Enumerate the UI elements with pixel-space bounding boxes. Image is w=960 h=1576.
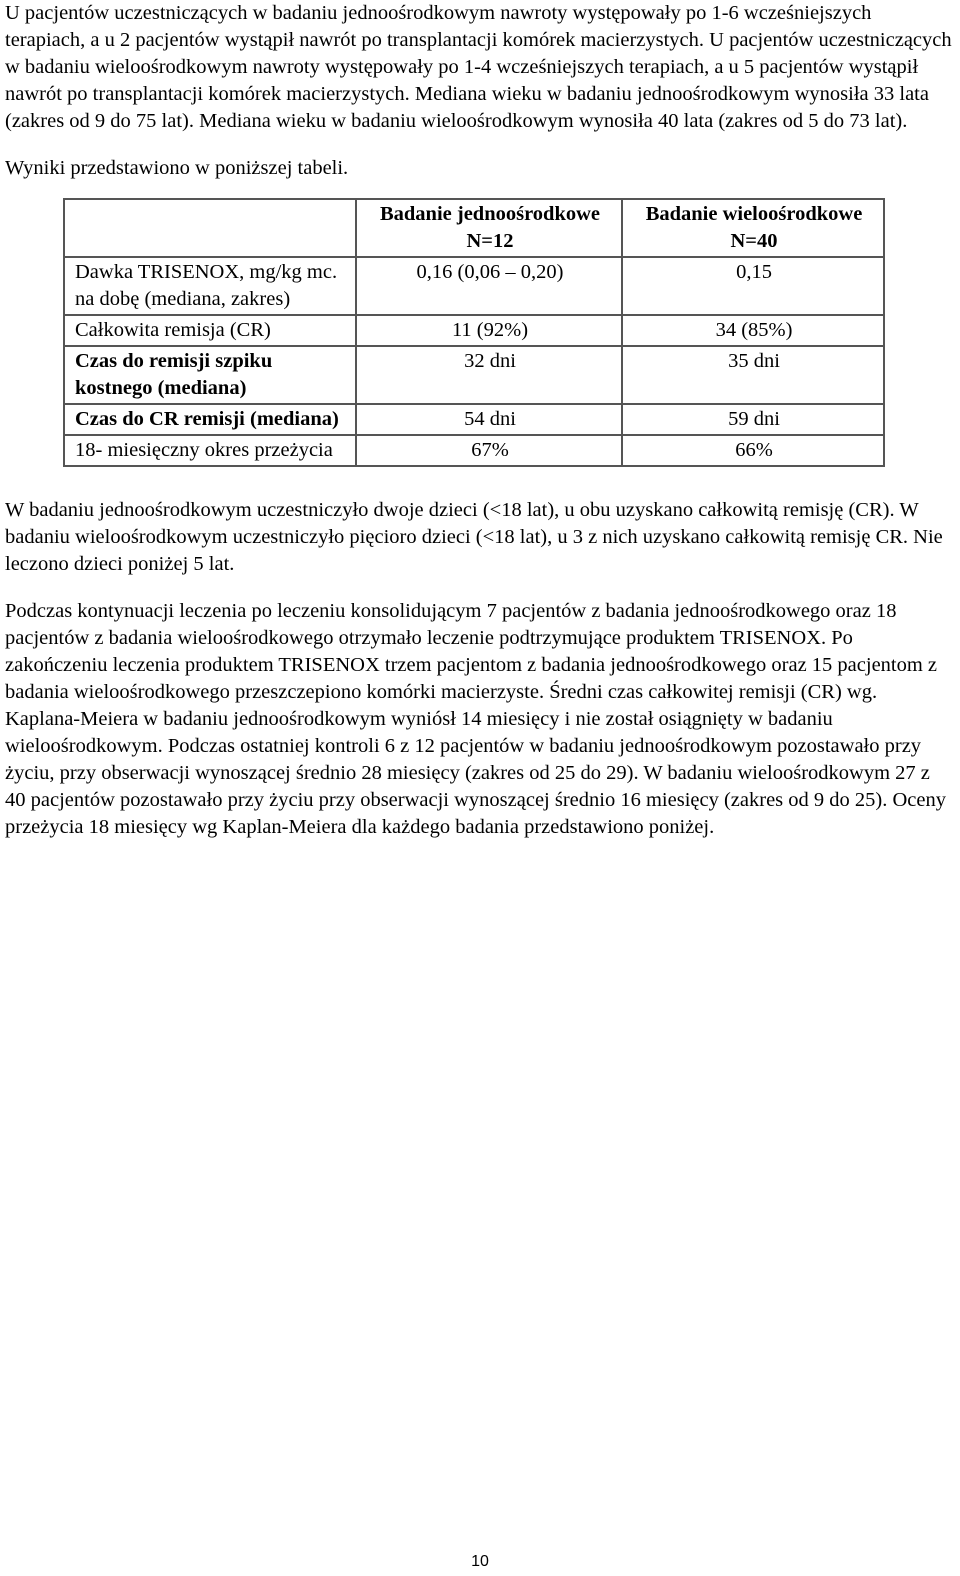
- document-page: [5, 0, 955, 841]
- multi-center-value: 35 dni: [622, 346, 884, 404]
- multi-center-value: 0,15: [622, 257, 884, 315]
- children-paragraph: W badaniu jednoośrodkowym uczestniczyło dwoje dzieci (<18 lat), u obu uzyskano całkowitą remisję (CR). W badaniu wieloośrodkowym uczestniczyło pięcioro dzieci (<18 lat), u 3 z nich uzyskano całkowitą remisję CR. Nie leczono dzieci poniżej 5 lat.: [5, 499, 943, 575]
- row-label: Dawka TRISENOX, mg/kg mc. na dobę (mediana, zakres): [64, 257, 356, 315]
- header-single-center-study: Badanie jednoośrodkowe N=12: [356, 199, 622, 257]
- header-multi-center-study: Badanie wieloośrodkowe N=40: [622, 199, 884, 257]
- multi-center-value: 66%: [622, 435, 884, 466]
- table-row: [64, 315, 884, 346]
- table-header-row: [64, 199, 884, 257]
- intro-paragraph: U pacjentów uczestniczących w badaniu jednoośrodkowym nawroty występowały po 1-6 wcześniejszych terapiach, a u 2 pacjentów wystąpił nawrót po transplantacji komórek macierzystych. U pacjentów uczestniczących w badaniu wieloośrodkowym nawroty występowały po 1-4 wcześniejszych terapiach, a u 5 pacjentów wystąpił nawrót po transplantacji komórek macierzystych. Mediana wieku w badaniu jednoośrodkowym wynosiła 33 lata (zakres od 9 do 75 lat). Mediana wieku w badaniu wieloośrodkowym wynosiła 40 lata (zakres od 5 do 73 lat).: [5, 2, 952, 132]
- results-table-wrapper: [63, 198, 955, 467]
- table-lead-text: Wyniki przedstawiono w poniższej tabeli.: [5, 157, 349, 179]
- table-row: [64, 346, 884, 404]
- single-center-value: 54 dni: [356, 404, 622, 435]
- results-table: [63, 198, 885, 467]
- single-center-value: 11 (92%): [356, 315, 622, 346]
- multi-center-value: 34 (85%): [622, 315, 884, 346]
- table-row: [64, 257, 884, 315]
- page-number: 10: [471, 1553, 489, 1570]
- single-center-value: 0,16 (0,06 – 0,20): [356, 257, 622, 315]
- row-label: Czas do remisji szpiku kostnego (mediana): [64, 346, 356, 404]
- header-empty-cell: [64, 199, 356, 257]
- table-row: [64, 435, 884, 466]
- continuation-paragraph: Podczas kontynuacji leczenia po leczeniu konsolidującym 7 pacjentów z badania jednoośrodkowego oraz 18 pacjentów z badania wieloośrodkowego otrzymało leczenie podtrzymujące produktem TRISENOX. Po zakończeniu leczenia produktem TRISENOX trzem pacjentom z badania jednoośrodkowego oraz 15 pacjentom z badania wieloośrodkowego przeszczepiono komórki macierzyste. Średni czas całkowitej remisji (CR) wg. Kaplana-Meiera w badaniu jednoośrodkowym wyniósł 14 miesięcy i nie został osiągnięty w badaniu wieloośrodkowym. Podczas ostatniej kontroli 6 z 12 pacjentów w badaniu jednoośrodkowym pozostawało przy życiu, przy obserwacji wynoszącej średnio 28 miesięcy (zakres od 25 do 29). W badaniu wieloośrodkowym 27 z 40 pacjentów pozostawało przy życiu przy obserwacji wynoszącej średnio 16 miesięcy (zakres od 9 do 25). Oceny przeżycia 18 miesięcy wg Kaplan-Meiera dla każdego badania przedstawiono poniżej.: [5, 600, 946, 838]
- table-row: [64, 404, 884, 435]
- single-center-value: 67%: [356, 435, 622, 466]
- single-center-value: 32 dni: [356, 346, 622, 404]
- row-label: Całkowita remisja (CR): [64, 315, 356, 346]
- row-label: 18- miesięczny okres przeżycia: [64, 435, 356, 466]
- row-label: Czas do CR remisji (mediana): [64, 404, 356, 435]
- multi-center-value: 59 dni: [622, 404, 884, 435]
